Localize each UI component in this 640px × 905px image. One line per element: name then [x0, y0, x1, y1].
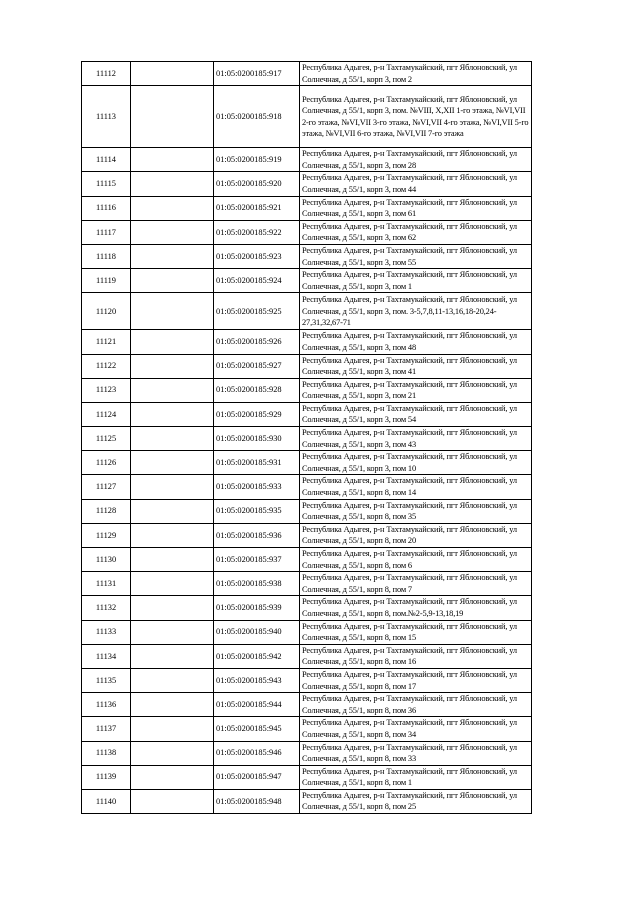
- table-row: [82, 354, 532, 378]
- row-number: 11116: [82, 196, 131, 220]
- cadastral-number: 01:05:0200185:926: [214, 330, 300, 354]
- table-row: [82, 220, 532, 244]
- row-number: 11115: [82, 172, 131, 196]
- row-number: 11140: [82, 789, 131, 813]
- address-cell: Республика Адыгея, р-н Тахтамукайский, пгт Яблоновский, ул Солнечная, д 55/1, корп 3, пом 28: [300, 148, 532, 172]
- table-row: [82, 402, 532, 426]
- cadastral-number: 01:05:0200185:936: [214, 523, 300, 547]
- row-number: 11114: [82, 148, 131, 172]
- address-cell: Республика Адыгея, р-н Тахтамукайский, пгт Яблоновский, ул Солнечная, д 55/1, корп 3, пом 54: [300, 402, 532, 426]
- row-number: 11129: [82, 523, 131, 547]
- row-number: 11126: [82, 451, 131, 475]
- empty-cell: [131, 148, 214, 172]
- cadastral-number: 01:05:0200185:927: [214, 354, 300, 378]
- row-number: 11124: [82, 402, 131, 426]
- address-cell: Республика Адыгея, р-н Тахтамукайский, пгт Яблоновский, ул Солнечная, д 55/1, корп 3, пом. 3-5,7,8,11-13,16,18-20,24-27,31,32,67-71: [300, 293, 532, 330]
- table-row: [82, 244, 532, 268]
- address-cell: Республика Адыгея, р-н Тахтамукайский, пгт Яблоновский, ул Солнечная, д 55/1, корп 3, пом 41: [300, 354, 532, 378]
- cadastral-number: 01:05:0200185:929: [214, 402, 300, 426]
- table-row: [82, 499, 532, 523]
- empty-cell: [131, 244, 214, 268]
- empty-cell: [131, 293, 214, 330]
- cadastral-number: 01:05:0200185:942: [214, 644, 300, 668]
- row-number: 11121: [82, 330, 131, 354]
- cadastral-number: 01:05:0200185:925: [214, 293, 300, 330]
- table-row: [82, 172, 532, 196]
- empty-cell: [131, 596, 214, 620]
- table-row: [82, 789, 532, 813]
- address-cell: Республика Адыгея, р-н Тахтамукайский, пгт Яблоновский, ул Солнечная, д 55/1, корп 8, пом 14: [300, 475, 532, 499]
- address-cell: Республика Адыгея, р-н Тахтамукайский, пгт Яблоновский, ул Солнечная, д 55/1, корп 8, пом 20: [300, 523, 532, 547]
- cadastral-number: 01:05:0200185:948: [214, 789, 300, 813]
- table-row: [82, 572, 532, 596]
- cadastral-number: 01:05:0200185:939: [214, 596, 300, 620]
- address-cell: Республика Адыгея, р-н Тахтамукайский, пгт Яблоновский, ул Солнечная, д 55/1, корп 8, пом 25: [300, 789, 532, 813]
- empty-cell: [131, 220, 214, 244]
- address-cell: Республика Адыгея, р-н Тахтамукайский, пгт Яблоновский, ул Солнечная, д 55/1, корп 3, пом 1: [300, 269, 532, 293]
- row-number: 11128: [82, 499, 131, 523]
- empty-cell: [131, 620, 214, 644]
- empty-cell: [131, 269, 214, 293]
- table-row: [82, 196, 532, 220]
- cadastral-number: 01:05:0200185:944: [214, 693, 300, 717]
- empty-cell: [131, 378, 214, 402]
- empty-cell: [131, 572, 214, 596]
- table-row: [82, 741, 532, 765]
- table-row: [82, 269, 532, 293]
- cadastral-number: 01:05:0200185:923: [214, 244, 300, 268]
- cadastral-number: 01:05:0200185:924: [214, 269, 300, 293]
- row-number: 11123: [82, 378, 131, 402]
- table-row: [82, 765, 532, 789]
- cadastral-number: 01:05:0200185:917: [214, 62, 300, 86]
- cadastral-number: 01:05:0200185:919: [214, 148, 300, 172]
- address-cell: Республика Адыгея, р-н Тахтамукайский, пгт Яблоновский, ул Солнечная, д 55/1, корп 3, пом 2: [300, 62, 532, 86]
- row-number: 11130: [82, 548, 131, 572]
- row-number: 11119: [82, 269, 131, 293]
- cadastral-number: 01:05:0200185:930: [214, 427, 300, 451]
- table-row: [82, 523, 532, 547]
- empty-cell: [131, 196, 214, 220]
- address-cell: Республика Адыгея, р-н Тахтамукайский, пгт Яблоновский, ул Солнечная, д 55/1, корп 3, пом. №VIII, X,XII 1-го этажа, №VI,VII 2-го этажа, №VI,VII 3-го этажа, №VI,VII 4-го этажа, №VI,VII 5-го этажа, №VI,VII 6-го этажа, №VI,VII 7-го этажа: [300, 86, 532, 148]
- cadastral-number: 01:05:0200185:940: [214, 620, 300, 644]
- row-number: 11133: [82, 620, 131, 644]
- empty-cell: [131, 644, 214, 668]
- row-number: 11117: [82, 220, 131, 244]
- empty-cell: [131, 499, 214, 523]
- empty-cell: [131, 523, 214, 547]
- cadastral-number: 01:05:0200185:937: [214, 548, 300, 572]
- address-cell: Республика Адыгея, р-н Тахтамукайский, пгт Яблоновский, ул Солнечная, д 55/1, корп 8, пом 36: [300, 693, 532, 717]
- row-number: 11136: [82, 693, 131, 717]
- address-cell: Республика Адыгея, р-н Тахтамукайский, пгт Яблоновский, ул Солнечная, д 55/1, корп 3, пом 48: [300, 330, 532, 354]
- empty-cell: [131, 62, 214, 86]
- row-number: 11122: [82, 354, 131, 378]
- empty-cell: [131, 548, 214, 572]
- table-row: [82, 86, 532, 148]
- table-row: [82, 148, 532, 172]
- table-row: [82, 330, 532, 354]
- empty-cell: [131, 330, 214, 354]
- row-number: 11137: [82, 717, 131, 741]
- address-cell: Республика Адыгея, р-н Тахтамукайский, пгт Яблоновский, ул Солнечная, д 55/1, корп 3, пом 21: [300, 378, 532, 402]
- address-cell: Республика Адыгея, р-н Тахтамукайский, пгт Яблоновский, ул Солнечная, д 55/1, корп 3, пом 43: [300, 427, 532, 451]
- row-number: 11132: [82, 596, 131, 620]
- registry-table-body: [82, 62, 532, 814]
- address-cell: Республика Адыгея, р-н Тахтамукайский, пгт Яблоновский, ул Солнечная, д 55/1, корп 3, пом 61: [300, 196, 532, 220]
- table-row: [82, 451, 532, 475]
- cadastral-number: 01:05:0200185:918: [214, 86, 300, 148]
- address-cell: Республика Адыгея, р-н Тахтамукайский, пгт Яблоновский, ул Солнечная, д 55/1, корп 8, пом 15: [300, 620, 532, 644]
- table-row: [82, 668, 532, 692]
- cadastral-number: 01:05:0200185:921: [214, 196, 300, 220]
- address-cell: Республика Адыгея, р-н Тахтамукайский, пгт Яблоновский, ул Солнечная, д 55/1, корп 8, пом.№2-5,9-13,18,19: [300, 596, 532, 620]
- empty-cell: [131, 475, 214, 499]
- row-number: 11139: [82, 765, 131, 789]
- row-number: 11138: [82, 741, 131, 765]
- empty-cell: [131, 741, 214, 765]
- address-cell: Республика Адыгея, р-н Тахтамукайский, пгт Яблоновский, ул Солнечная, д 55/1, корп 8, пом 35: [300, 499, 532, 523]
- table-row: [82, 378, 532, 402]
- table-row: [82, 427, 532, 451]
- registry-table: [81, 61, 532, 814]
- address-cell: Республика Адыгея, р-н Тахтамукайский, пгт Яблоновский, ул Солнечная, д 55/1, корп 8, пом 16: [300, 644, 532, 668]
- table-row: [82, 717, 532, 741]
- empty-cell: [131, 172, 214, 196]
- empty-cell: [131, 789, 214, 813]
- empty-cell: [131, 765, 214, 789]
- row-number: 11118: [82, 244, 131, 268]
- empty-cell: [131, 86, 214, 148]
- table-row: [82, 548, 532, 572]
- empty-cell: [131, 668, 214, 692]
- address-cell: Республика Адыгея, р-н Тахтамукайский, пгт Яблоновский, ул Солнечная, д 55/1, корп 8, пом 34: [300, 717, 532, 741]
- address-cell: Республика Адыгея, р-н Тахтамукайский, пгт Яблоновский, ул Солнечная, д 55/1, корп 3, пом 55: [300, 244, 532, 268]
- row-number: 11127: [82, 475, 131, 499]
- cadastral-number: 01:05:0200185:928: [214, 378, 300, 402]
- table-row: [82, 62, 532, 86]
- row-number: 11135: [82, 668, 131, 692]
- row-number: 11113: [82, 86, 131, 148]
- row-number: 11112: [82, 62, 131, 86]
- cadastral-number: 01:05:0200185:933: [214, 475, 300, 499]
- table-row: [82, 596, 532, 620]
- address-cell: Республика Адыгея, р-н Тахтамукайский, пгт Яблоновский, ул Солнечная, д 55/1, корп 8, пом 1: [300, 765, 532, 789]
- empty-cell: [131, 354, 214, 378]
- address-cell: Республика Адыгея, р-н Тахтамукайский, пгт Яблоновский, ул Солнечная, д 55/1, корп 3, пом 44: [300, 172, 532, 196]
- table-row: [82, 693, 532, 717]
- cadastral-number: 01:05:0200185:935: [214, 499, 300, 523]
- row-number: 11131: [82, 572, 131, 596]
- cadastral-number: 01:05:0200185:945: [214, 717, 300, 741]
- row-number: 11134: [82, 644, 131, 668]
- cadastral-number: 01:05:0200185:946: [214, 741, 300, 765]
- address-cell: Республика Адыгея, р-н Тахтамукайский, пгт Яблоновский, ул Солнечная, д 55/1, корп 3, пом 10: [300, 451, 532, 475]
- empty-cell: [131, 693, 214, 717]
- address-cell: Республика Адыгея, р-н Тахтамукайский, пгт Яблоновский, ул Солнечная, д 55/1, корп 8, пом 17: [300, 668, 532, 692]
- cadastral-number: 01:05:0200185:931: [214, 451, 300, 475]
- table-row: [82, 644, 532, 668]
- address-cell: Республика Адыгея, р-н Тахтамукайский, пгт Яблоновский, ул Солнечная, д 55/1, корп 8, пом 33: [300, 741, 532, 765]
- row-number: 11120: [82, 293, 131, 330]
- address-cell: Республика Адыгея, р-н Тахтамукайский, пгт Яблоновский, ул Солнечная, д 55/1, корп 8, пом 6: [300, 548, 532, 572]
- empty-cell: [131, 451, 214, 475]
- cadastral-number: 01:05:0200185:947: [214, 765, 300, 789]
- table-row: [82, 293, 532, 330]
- empty-cell: [131, 717, 214, 741]
- table-row: [82, 475, 532, 499]
- empty-cell: [131, 427, 214, 451]
- cadastral-number: 01:05:0200185:938: [214, 572, 300, 596]
- empty-cell: [131, 402, 214, 426]
- address-cell: Республика Адыгея, р-н Тахтамукайский, пгт Яблоновский, ул Солнечная, д 55/1, корп 8, пом 7: [300, 572, 532, 596]
- cadastral-number: 01:05:0200185:920: [214, 172, 300, 196]
- table-row: [82, 620, 532, 644]
- row-number: 11125: [82, 427, 131, 451]
- cadastral-number: 01:05:0200185:943: [214, 668, 300, 692]
- cadastral-number: 01:05:0200185:922: [214, 220, 300, 244]
- address-cell: Республика Адыгея, р-н Тахтамукайский, пгт Яблоновский, ул Солнечная, д 55/1, корп 3, пом 62: [300, 220, 532, 244]
